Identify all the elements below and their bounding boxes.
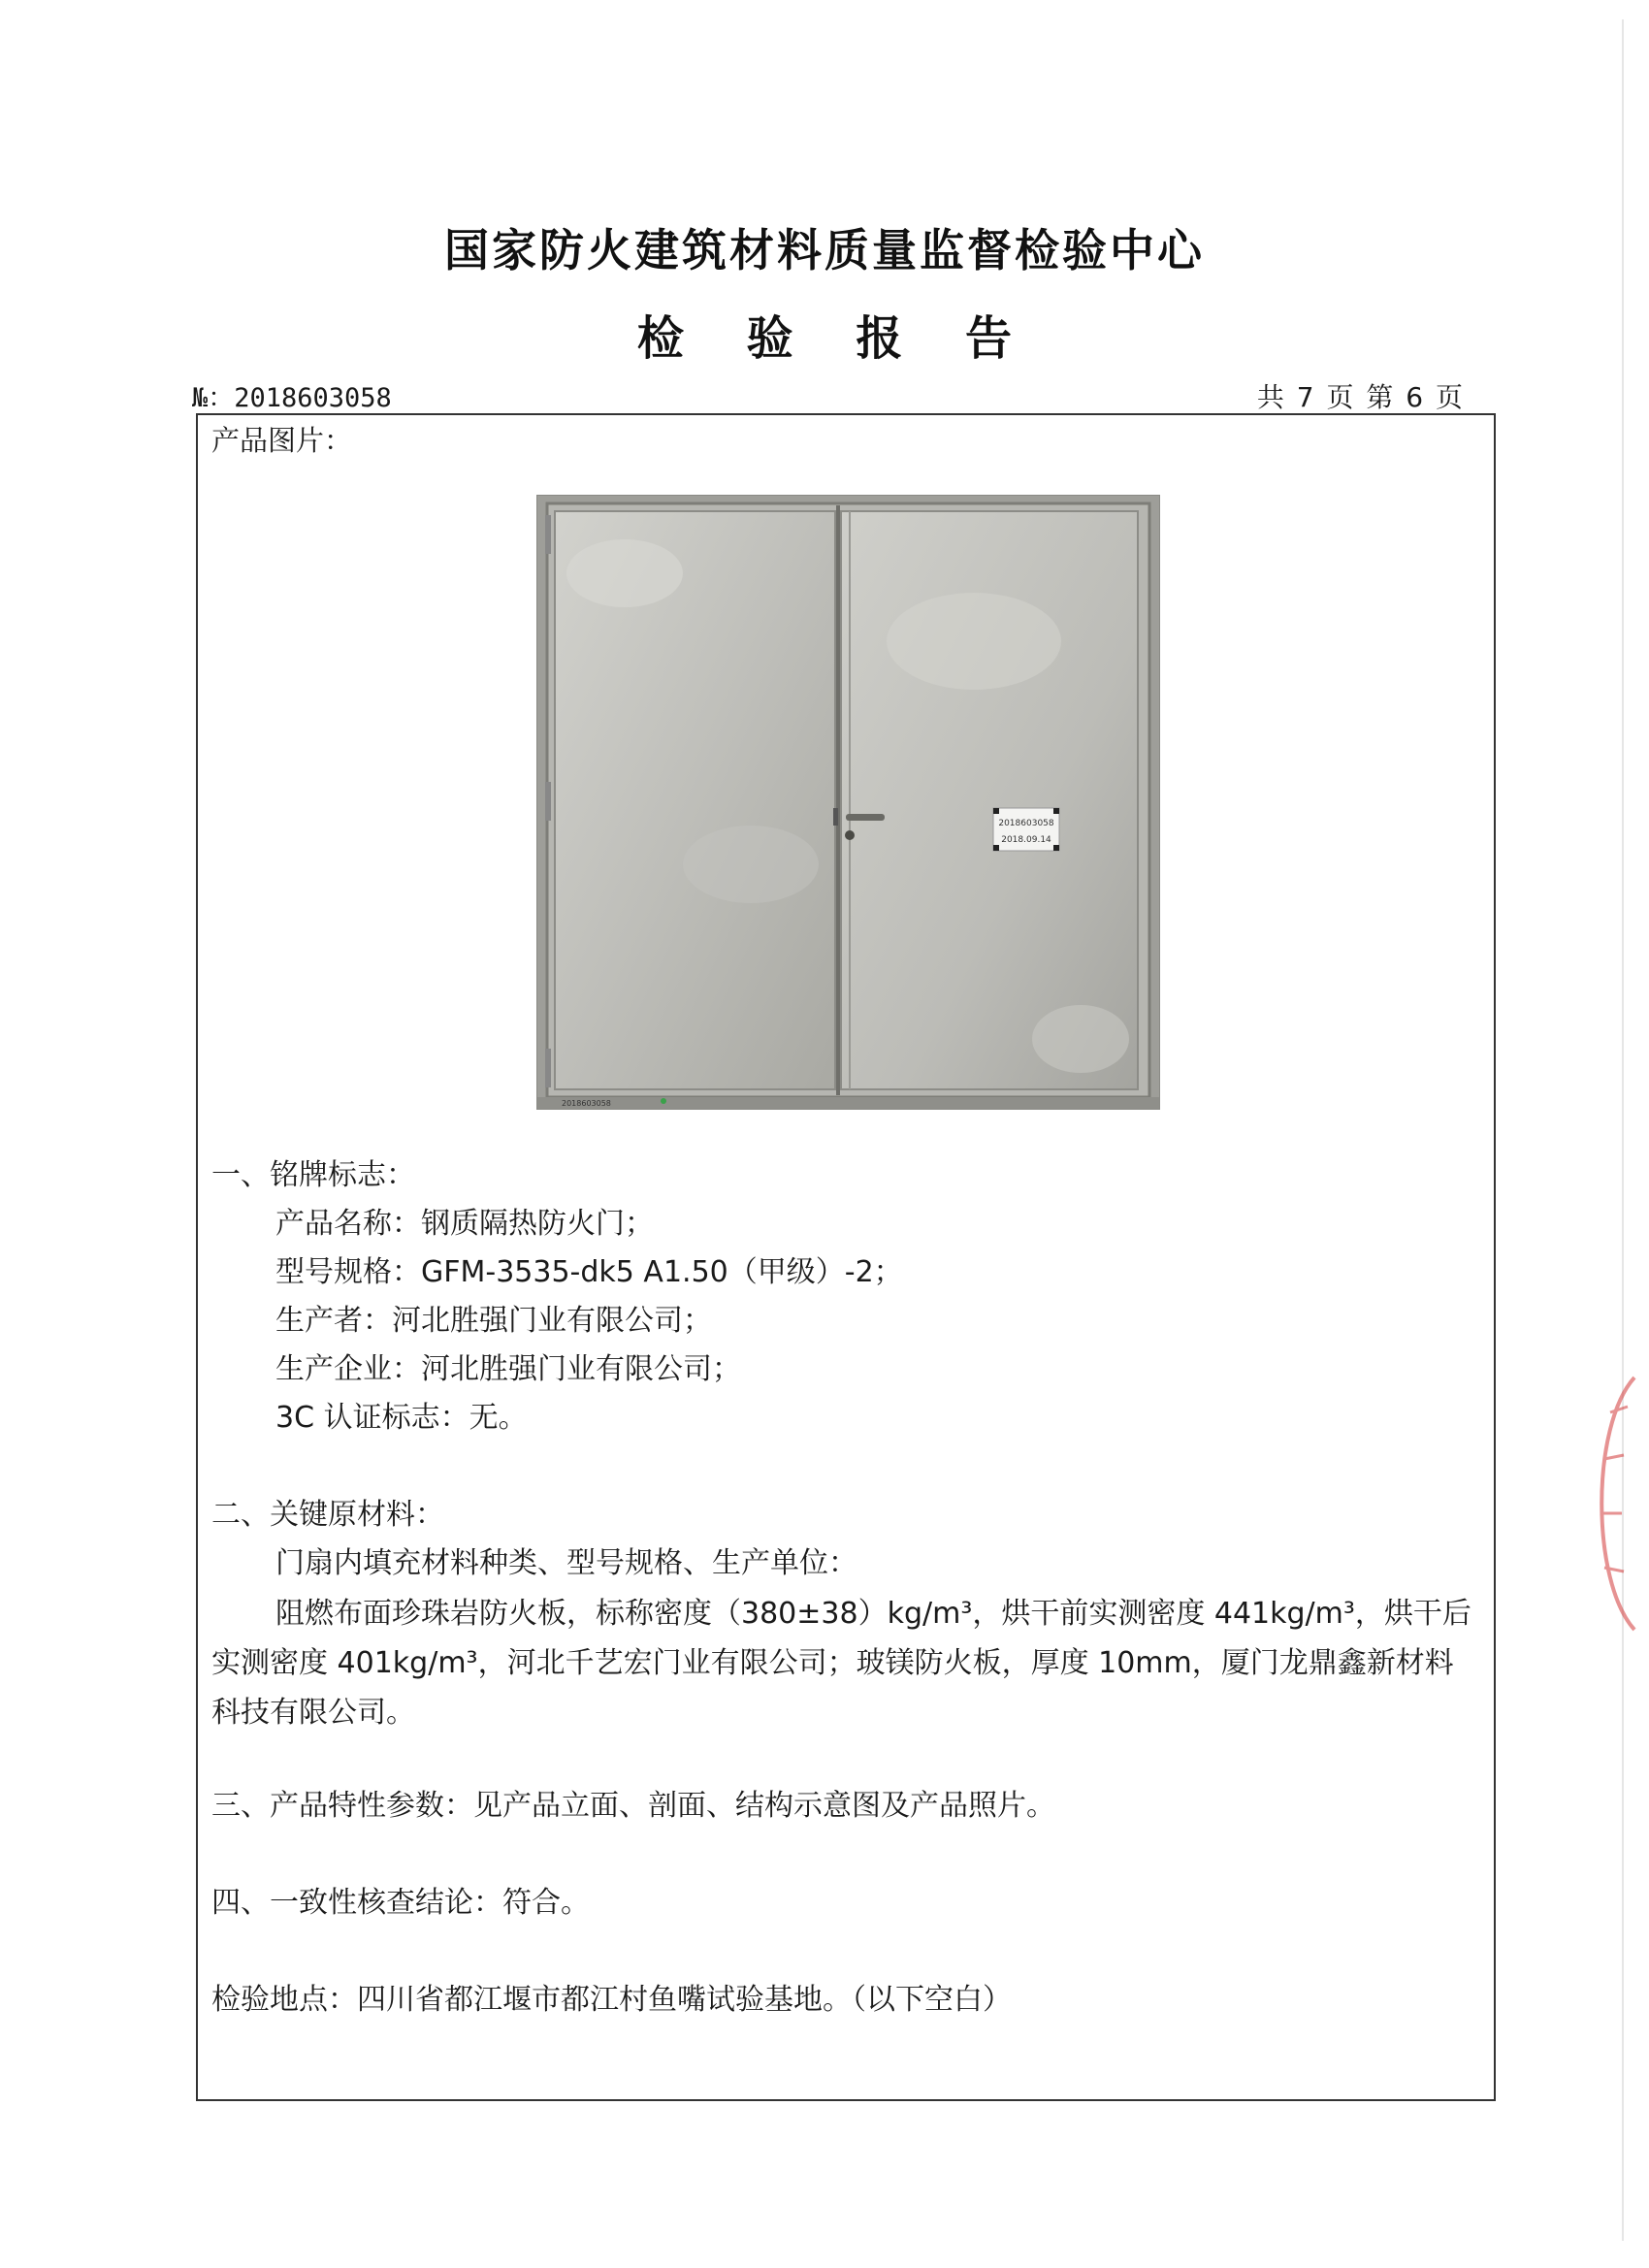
door-label-date: 2018.09.14 — [1001, 835, 1051, 845]
report-number: №：2018603058 — [192, 383, 392, 413]
producer: 生产者：河北胜强门业有限公司； — [275, 1304, 712, 1338]
page-info: 共 7 页 第 6 页 — [1256, 381, 1465, 413]
cert-mark: 3C 认证标志：无。 — [275, 1401, 528, 1435]
location-text: 检验地点：四川省都江堰市都江村鱼嘴试验基地。（以下空白） — [211, 1983, 1012, 2017]
nameplate-heading: 一、铭牌标志： — [211, 1158, 415, 1192]
params-text: 三、产品特性参数：见产品立面、剖面、结构示意图及产品照片。 — [211, 1789, 1055, 1823]
manufacturer: 生产企业：河北胜强门业有限公司； — [275, 1352, 741, 1386]
seal-stamp-fragment — [1581, 1368, 1639, 1639]
product-photo — [536, 495, 1160, 1110]
materials-subheading: 门扇内填充材料种类、型号规格、生产单位： — [275, 1546, 857, 1580]
product-name: 产品名称：钢质隔热防火门； — [275, 1207, 654, 1241]
model-spec: 型号规格：GFM-3535-dk5 A1.50（甲级）-2； — [275, 1255, 903, 1289]
conclusion-text: 四、一致性核查结论：符合。 — [211, 1886, 590, 1920]
materials-detail: 阻燃布面珍珠岩防火板，标称密度（380±38）kg/m³，烘干前实测密度 441kg/m³，烘干后实测密度 401kg/m³，河北千艺宏门业有限公司；玻镁防火板，厚度 10mm，厦门龙鼎鑫新材料科技有限公司。 — [211, 1597, 1471, 1730]
materials-heading: 二、关键原材料： — [211, 1498, 444, 1532]
institution-title: 国家防火建筑材料质量监督检验中心 — [444, 224, 1205, 276]
photo-label: 产品图片： — [211, 424, 353, 457]
door-bottom-mark: 2018603058 — [562, 1099, 611, 1108]
report-title: 检 验 报 告 — [636, 311, 1036, 366]
door-label-number: 2018603058 — [998, 819, 1054, 828]
